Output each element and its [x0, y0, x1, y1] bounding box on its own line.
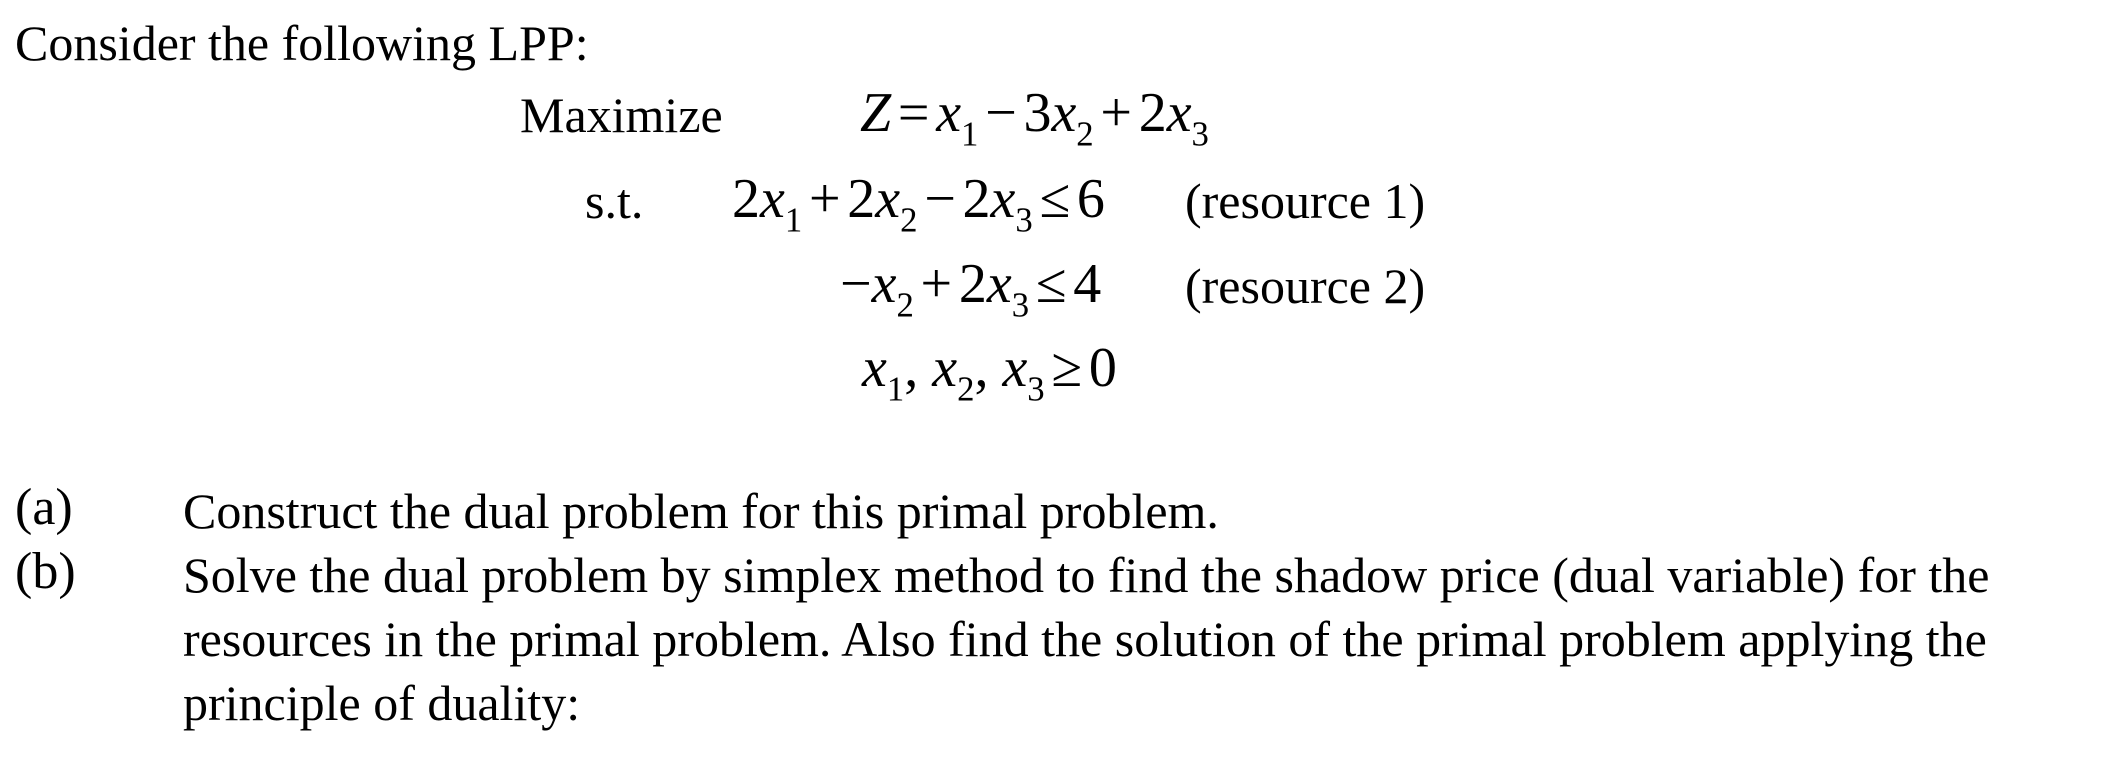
leq-sign: ≤ [1039, 168, 1071, 230]
subscript: 2 [896, 285, 914, 325]
var-x: x [871, 253, 897, 315]
var-x: x [760, 168, 785, 230]
var-x: x [932, 337, 958, 399]
objective-function [860, 82, 1209, 154]
subscript: 1 [961, 114, 979, 154]
subscript: 3 [1011, 285, 1030, 325]
rhs-value: 0 [1088, 337, 1117, 399]
subscript: 3 [1027, 369, 1045, 409]
operator: + [808, 168, 841, 230]
var-x: x [986, 253, 1012, 315]
constraint-2-note: (resource 2) [1185, 258, 1426, 314]
coefficient: 2 [962, 168, 991, 230]
var-x: x [1051, 82, 1077, 144]
part-a-text: Construct the dual problem for this primal problem. [183, 483, 1219, 539]
coefficient: 2 [732, 168, 760, 230]
var-x: x [1002, 337, 1028, 399]
var-x: x [936, 82, 962, 144]
coefficient: 2 [958, 253, 987, 315]
part-a-label: (a) [15, 479, 73, 536]
st-label: s.t. [585, 173, 644, 229]
nonnegativity-constraint [862, 337, 1117, 409]
constraint-1-note: (resource 1) [1185, 173, 1426, 229]
operator: − [985, 82, 1017, 144]
subscript: 2 [900, 200, 918, 240]
minus-sign: − [840, 253, 872, 315]
part-b-text: Solve the dual problem by simplex method to find the shadow price (dual variable) for the resources in the primal problem. Also find the solution of the primal problem applying the principle of duality: [183, 547, 1990, 731]
subscript: 3 [1015, 200, 1033, 240]
comma: , [974, 337, 989, 399]
z-variable: Z [860, 82, 892, 144]
subscript: 1 [886, 369, 905, 409]
var-x: x [1166, 82, 1192, 144]
constraint-2 [840, 253, 1102, 325]
constraint-1 [732, 168, 1105, 240]
equals-sign: = [897, 82, 930, 144]
var-x: x [875, 168, 901, 230]
comma: , [904, 337, 919, 399]
leq-sign: ≤ [1035, 253, 1067, 315]
coefficient: 3 [1023, 82, 1052, 144]
subscript: 1 [784, 200, 803, 240]
operator: − [924, 168, 956, 230]
rhs-value: 4 [1073, 253, 1102, 315]
intro-text: Consider the following LPP: [15, 15, 589, 71]
coefficient: 2 [1138, 82, 1167, 144]
part-b-label: (b) [15, 543, 76, 600]
objective-label: Maximize [520, 87, 723, 143]
coefficient: 2 [847, 168, 876, 230]
subscript: 3 [1191, 114, 1209, 154]
var-x: x [862, 337, 887, 399]
subscript: 2 [957, 369, 975, 409]
rhs-value: 6 [1076, 168, 1105, 230]
operator: + [1100, 82, 1132, 144]
operator: + [920, 253, 953, 315]
var-x: x [990, 168, 1016, 230]
geq-sign: ≥ [1051, 337, 1083, 399]
subscript: 2 [1076, 114, 1094, 154]
